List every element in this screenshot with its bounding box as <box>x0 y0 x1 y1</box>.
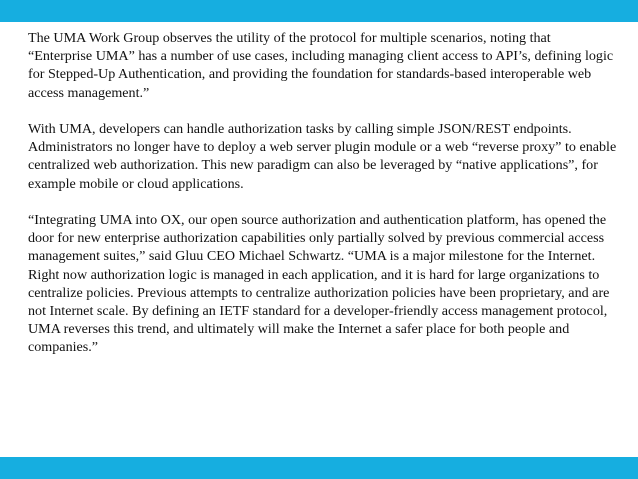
paragraph-ceo-quote: “Integrating UMA into OX, our open source authorization and authentication platform, has opened the door for new enterprise authorization capabilities only partially solved by previous commercial access management suites,” said Gluu CEO Michael Schwartz. “UMA is a major milestone for the Internet. Right now authorization logic is managed in each application, and it is hard for large organizations to centralize policies. Previous attempts to centralize authorization policies have been proprietary, and are not Internet scale. By defining an IETF standard for a developer-friendly access management protocol, UMA reverses this trend, and ultimately will make the Internet a safer place for both people and companies.” <box>28 212 610 356</box>
slide-body <box>28 29 618 357</box>
bottom-accent-bar <box>0 457 638 479</box>
top-accent-bar <box>0 0 638 22</box>
paragraph-developers: With UMA, developers can handle authorization tasks by calling simple JSON/REST endpoints. Administrators no longer have to deploy a web server plugin module or a web “reverse proxy” to enable centralized web authorization. This new paradigm can also be leveraged by “native applications”, for example mobile or cloud applications. <box>28 121 617 192</box>
paragraph-uma-work-group: The UMA Work Group observes the utility of the protocol for multiple scenarios, noting that “Enterprise UMA” has a number of use cases, including managing client access to API’s, defining logic for Stepped-Up Authentication, and providing the foundation for standards-based interoperable web access management.” <box>28 30 614 101</box>
